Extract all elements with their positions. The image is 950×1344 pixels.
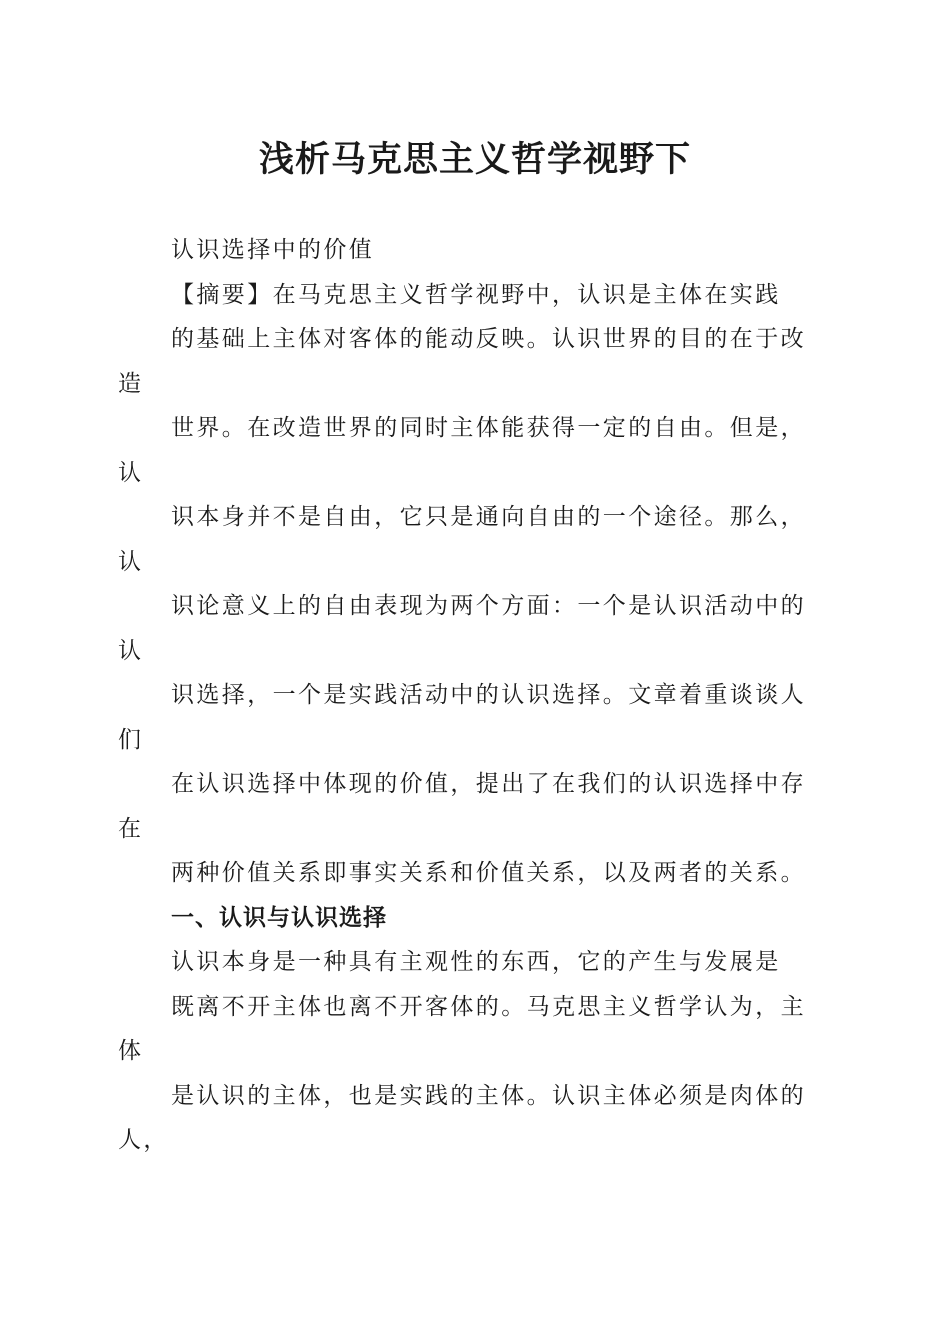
document-title: 浅析马克思主义哲学视野下 — [258, 139, 691, 180]
text-line: 识论意义上的自由表现为两个方面：一个是认识活动中的 — [171, 593, 806, 619]
text-line: 是认识的主体，也是实践的主体。认识主体必须是肉体的 — [171, 1082, 806, 1109]
text-line-wrap: 人， — [118, 1127, 169, 1153]
text-line: 识本身并不是自由，它只是通向自由的一个途径。那么， — [171, 504, 806, 530]
text-line-wrap: 造 — [118, 370, 144, 397]
text-line-wrap: 认 — [118, 548, 144, 575]
abstract-line: 【摘要】在马克思主义哲学视野中，认识是主体在实践 — [171, 281, 781, 308]
text-line: 既离不开主体也离不开客体的。马克思主义哲学认为，主 — [171, 993, 806, 1020]
text-line-wrap: 认 — [118, 459, 144, 486]
text-line: 认识选择中的价值 — [171, 237, 375, 263]
text-line: 在认识选择中体现的价值，提出了在我们的认识选择中存 — [171, 771, 806, 797]
text-line-wrap: 体 — [118, 1038, 144, 1064]
text-line: 的基础上主体对客体的能动反映。认识世界的目的在于改 — [171, 326, 806, 352]
text-line: 识选择，一个是实践活动中的认识选择。文章着重谈谈人 — [171, 682, 806, 708]
text-line-wrap: 认 — [118, 637, 144, 664]
text-line: 认识本身是一种具有主观性的东西，它的产生与发展是 — [171, 949, 781, 975]
text-line-wrap: 们 — [118, 726, 144, 753]
document-body — [118, 228, 838, 1163]
text-line: 世界。在改造世界的同时主体能获得一定的自由。但是， — [171, 415, 806, 441]
text-line: 两种价值关系即事实关系和价值关系，以及两者的关系。 — [171, 860, 806, 886]
text-line-wrap: 在 — [118, 815, 144, 842]
section-heading: 一、认识与认识选择 — [171, 904, 387, 931]
